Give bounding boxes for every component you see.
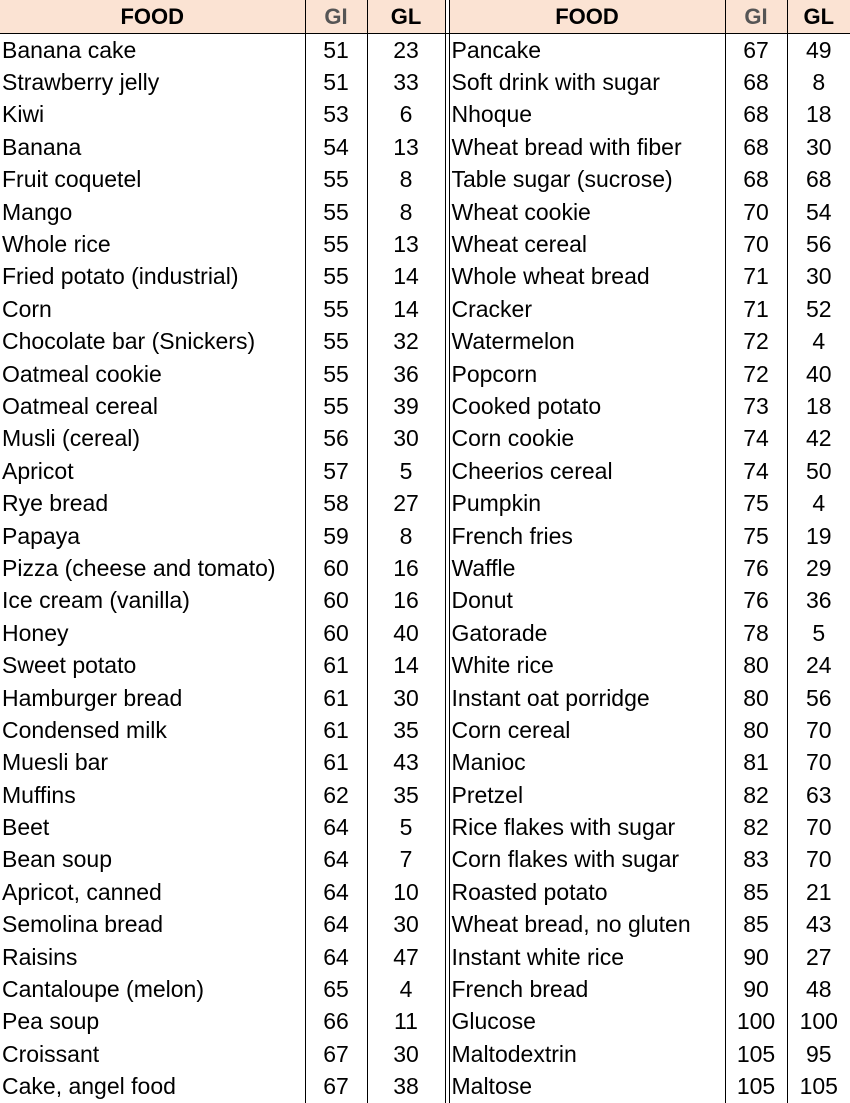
table-row (0, 779, 850, 811)
gl-cell-left: 8 (367, 196, 445, 228)
gi-cell-left: 64 (305, 811, 367, 843)
gi-cell-left: 64 (305, 876, 367, 908)
food-cell-right: Pancake (451, 36, 542, 63)
gl-cell-left: 38 (367, 1071, 445, 1103)
gi-cell-right: 76 (725, 552, 787, 584)
food-cell-left: Muffins (2, 781, 76, 808)
gi-cell-right: 67 (725, 34, 787, 67)
food-cell-left: Mango (2, 198, 73, 225)
table-row (0, 228, 850, 260)
gi-cell-right: 71 (725, 261, 787, 293)
food-cell-left: Apricot, canned (2, 878, 162, 905)
gi-cell-left: 64 (305, 844, 367, 876)
food-cell-left: Croissant (2, 1040, 100, 1067)
table-row (0, 1071, 850, 1103)
table-row (0, 487, 850, 519)
gi-cell-right: 70 (725, 228, 787, 260)
gl-cell-right: 18 (787, 390, 850, 422)
gl-cell-right: 70 (787, 811, 850, 843)
food-cell-left: Fried potato (industrial) (2, 263, 239, 290)
food-cell-left: Musli (cereal) (2, 425, 141, 452)
food-cell-right: Cheerios cereal (451, 457, 613, 484)
gl-cell-right: 70 (787, 844, 850, 876)
gi-cell-right: 71 (725, 293, 787, 325)
food-cell-right: Waffle (451, 554, 516, 581)
gi-cell-left: 65 (305, 973, 367, 1005)
food-cell-left: Fruit coquetel (2, 166, 142, 193)
gl-cell-left: 8 (367, 520, 445, 552)
gi-cell-right: 81 (725, 747, 787, 779)
food-cell-left: Cake, angel food (2, 1073, 176, 1100)
food-cell-right: Roasted potato (451, 878, 608, 905)
gl-cell-left: 40 (367, 617, 445, 649)
food-cell-left: Pea soup (2, 1008, 100, 1035)
food-cell-left: Strawberry jelly (2, 69, 160, 96)
gi-cell-left: 55 (305, 390, 367, 422)
food-cell-left: Muesli bar (2, 749, 109, 776)
gi-cell-right: 75 (725, 520, 787, 552)
food-cell-right: Donut (451, 587, 513, 614)
table-row (0, 520, 850, 552)
gi-cell-right: 74 (725, 423, 787, 455)
gi-cell-right: 80 (725, 714, 787, 746)
table-row (0, 358, 850, 390)
gl-cell-left: 8 (367, 164, 445, 196)
food-cell-left: Sweet potato (2, 652, 137, 679)
gl-cell-left: 14 (367, 261, 445, 293)
gl-cell-left: 36 (367, 358, 445, 390)
food-cell-right: Wheat cereal (451, 231, 588, 258)
food-cell-right: Corn flakes with sugar (451, 846, 680, 873)
food-cell-left: Whole rice (2, 231, 111, 258)
gi-cell-right: 80 (725, 682, 787, 714)
table-row (0, 390, 850, 422)
gi-cell-right: 100 (725, 1006, 787, 1038)
gl-cell-right: 95 (787, 1038, 850, 1070)
gl-cell-right: 30 (787, 261, 850, 293)
header-food-left: FOOD (0, 0, 305, 34)
gi-cell-right: 68 (725, 66, 787, 98)
gi-cell-left: 55 (305, 164, 367, 196)
table-row (0, 941, 850, 973)
header-gl-right: GL (787, 0, 850, 34)
gl-cell-left: 35 (367, 779, 445, 811)
gi-cell-right: 78 (725, 617, 787, 649)
table-row (0, 811, 850, 843)
gl-cell-left: 30 (367, 909, 445, 941)
header-gi-left: GI (305, 0, 367, 34)
table-row (0, 196, 850, 228)
table-row (0, 99, 850, 131)
gl-cell-right: 18 (787, 99, 850, 131)
table-row (0, 973, 850, 1005)
gi-cell-left: 62 (305, 779, 367, 811)
food-cell-left: Cantaloupe (melon) (2, 976, 205, 1003)
food-cell-right: Corn cookie (451, 425, 575, 452)
gi-cell-right: 83 (725, 844, 787, 876)
gl-cell-right: 5 (787, 617, 850, 649)
table-row (0, 66, 850, 98)
food-cell-right: Wheat cookie (451, 198, 591, 225)
gi-cell-right: 85 (725, 876, 787, 908)
gl-cell-left: 13 (367, 228, 445, 260)
food-cell-right: Pretzel (451, 781, 524, 808)
table-row (0, 844, 850, 876)
gl-cell-left: 39 (367, 390, 445, 422)
gl-cell-right: 36 (787, 585, 850, 617)
gl-cell-left: 16 (367, 585, 445, 617)
gl-cell-right: 48 (787, 973, 850, 1005)
table-row (0, 714, 850, 746)
table-row (0, 1006, 850, 1038)
gl-cell-right: 56 (787, 682, 850, 714)
gi-cell-right: 75 (725, 487, 787, 519)
food-cell-right: Table sugar (sucrose) (451, 166, 673, 193)
food-cell-right: Whole wheat bread (451, 263, 650, 290)
gl-cell-left: 10 (367, 876, 445, 908)
gi-cell-left: 55 (305, 358, 367, 390)
food-cell-right: Pumpkin (451, 490, 541, 517)
gi-cell-right: 70 (725, 196, 787, 228)
food-cell-right: Nhoque (451, 101, 533, 128)
gi-cell-left: 51 (305, 66, 367, 98)
gi-cell-right: 105 (725, 1071, 787, 1103)
gl-cell-right: 70 (787, 714, 850, 746)
table-row (0, 261, 850, 293)
gi-cell-left: 61 (305, 682, 367, 714)
gi-cell-right: 82 (725, 811, 787, 843)
table-row (0, 293, 850, 325)
food-cell-left: Kiwi (2, 101, 45, 128)
gl-cell-right: 19 (787, 520, 850, 552)
gl-cell-right: 54 (787, 196, 850, 228)
food-cell-right: Instant white rice (451, 943, 625, 970)
gl-cell-right: 105 (787, 1071, 850, 1103)
food-cell-right: Glucose (451, 1008, 536, 1035)
food-cell-left: Oatmeal cookie (2, 360, 162, 387)
gl-cell-left: 32 (367, 326, 445, 358)
gi-cell-right: 80 (725, 649, 787, 681)
gl-cell-left: 47 (367, 941, 445, 973)
table-row (0, 682, 850, 714)
food-cell-right: Instant oat porridge (451, 684, 650, 711)
gl-cell-left: 14 (367, 649, 445, 681)
gl-cell-left: 4 (367, 973, 445, 1005)
gi-cell-right: 72 (725, 358, 787, 390)
food-cell-left: Semolina bread (2, 911, 164, 938)
food-cell-right: Corn cereal (451, 716, 571, 743)
gi-cell-left: 61 (305, 714, 367, 746)
gi-cell-right: 82 (725, 779, 787, 811)
food-cell-right: Maltose (451, 1073, 533, 1100)
gi-cell-right: 90 (725, 941, 787, 973)
gi-cell-right: 74 (725, 455, 787, 487)
food-cell-left: Condensed milk (2, 716, 167, 743)
table-row (0, 617, 850, 649)
table-row (0, 1038, 850, 1070)
gl-cell-left: 30 (367, 682, 445, 714)
gi-cell-left: 64 (305, 941, 367, 973)
gl-cell-right: 40 (787, 358, 850, 390)
gi-cell-left: 54 (305, 131, 367, 163)
food-cell-right: Watermelon (451, 328, 575, 355)
food-cell-right: Popcorn (451, 360, 538, 387)
gl-cell-left: 11 (367, 1006, 445, 1038)
header-gi-right: GI (725, 0, 787, 34)
gl-cell-left: 33 (367, 66, 445, 98)
food-cell-left: Honey (2, 619, 69, 646)
food-cell-right: Maltodextrin (451, 1040, 577, 1067)
gi-cell-right: 68 (725, 99, 787, 131)
food-cell-right: White rice (451, 652, 554, 679)
gl-cell-left: 5 (367, 455, 445, 487)
gl-cell-right: 56 (787, 228, 850, 260)
gl-cell-right: 63 (787, 779, 850, 811)
food-cell-right: Cooked potato (451, 392, 602, 419)
table-row (0, 649, 850, 681)
gl-cell-left: 14 (367, 293, 445, 325)
food-cell-left: Raisins (2, 943, 78, 970)
gi-cell-left: 61 (305, 649, 367, 681)
gl-cell-right: 24 (787, 649, 850, 681)
food-cell-left: Rye bread (2, 490, 109, 517)
gl-cell-left: 13 (367, 131, 445, 163)
gl-cell-left: 27 (367, 487, 445, 519)
food-cell-left: Banana (2, 133, 82, 160)
table-row (0, 552, 850, 584)
gl-cell-right: 4 (787, 487, 850, 519)
food-cell-left: Ice cream (vanilla) (2, 587, 190, 614)
table-row (0, 326, 850, 358)
gi-cell-right: 72 (725, 326, 787, 358)
food-cell-left: Chocolate bar (Snickers) (2, 328, 256, 355)
gl-cell-right: 100 (787, 1006, 850, 1038)
gi-cell-left: 57 (305, 455, 367, 487)
gl-cell-left: 30 (367, 1038, 445, 1070)
gl-cell-right: 4 (787, 326, 850, 358)
table-row (0, 909, 850, 941)
food-cell-right: Soft drink with sugar (451, 69, 660, 96)
gl-cell-left: 23 (367, 34, 445, 67)
gi-cell-right: 85 (725, 909, 787, 941)
gi-cell-left: 55 (305, 293, 367, 325)
food-cell-right: Cracker (451, 295, 533, 322)
food-cell-left: Bean soup (2, 846, 112, 873)
header-row (0, 0, 850, 34)
gl-cell-right: 49 (787, 34, 850, 67)
food-cell-right: French bread (451, 976, 589, 1003)
gl-cell-right: 52 (787, 293, 850, 325)
food-cell-right: Wheat bread with fiber (451, 133, 682, 160)
gl-cell-right: 50 (787, 455, 850, 487)
gi-cell-left: 64 (305, 909, 367, 941)
table-row (0, 164, 850, 196)
gl-cell-left: 35 (367, 714, 445, 746)
gl-cell-right: 43 (787, 909, 850, 941)
table-row (0, 455, 850, 487)
gi-cell-left: 53 (305, 99, 367, 131)
table-row (0, 423, 850, 455)
gi-cell-right: 68 (725, 164, 787, 196)
gl-cell-left: 30 (367, 423, 445, 455)
table-row (0, 747, 850, 779)
gl-cell-left: 16 (367, 552, 445, 584)
food-cell-left: Banana cake (2, 36, 137, 63)
table-body (0, 34, 850, 1103)
food-cell-right: French fries (451, 522, 573, 549)
gl-cell-right: 21 (787, 876, 850, 908)
gi-cell-left: 59 (305, 520, 367, 552)
gi-cell-left: 55 (305, 196, 367, 228)
gl-cell-left: 5 (367, 811, 445, 843)
table-row (0, 34, 850, 67)
food-cell-right: Wheat bread, no gluten (451, 911, 691, 938)
gi-cell-right: 68 (725, 131, 787, 163)
gl-cell-right: 8 (787, 66, 850, 98)
gl-cell-right: 29 (787, 552, 850, 584)
food-cell-left: Pizza (cheese and tomato) (2, 554, 276, 581)
gl-cell-right: 70 (787, 747, 850, 779)
gi-cell-right: 76 (725, 585, 787, 617)
food-cell-left: Hamburger bread (2, 684, 183, 711)
gi-cell-left: 58 (305, 487, 367, 519)
gl-cell-right: 30 (787, 131, 850, 163)
table-row (0, 876, 850, 908)
gl-cell-right: 42 (787, 423, 850, 455)
food-cell-left: Oatmeal cereal (2, 392, 158, 419)
gi-cell-left: 67 (305, 1071, 367, 1103)
gi-cell-left: 51 (305, 34, 367, 67)
gi-cell-left: 61 (305, 747, 367, 779)
gi-cell-right: 73 (725, 390, 787, 422)
gl-cell-left: 43 (367, 747, 445, 779)
gl-cell-left: 7 (367, 844, 445, 876)
food-cell-left: Apricot (2, 457, 74, 484)
gi-cell-left: 55 (305, 228, 367, 260)
gl-cell-left: 6 (367, 99, 445, 131)
gi-cell-left: 55 (305, 261, 367, 293)
header-gl-left: GL (367, 0, 445, 34)
gi-cell-right: 90 (725, 973, 787, 1005)
gl-cell-right: 68 (787, 164, 850, 196)
food-cell-left: Corn (2, 295, 52, 322)
gi-cell-left: 55 (305, 326, 367, 358)
gi-cell-right: 105 (725, 1038, 787, 1070)
gi-cell-left: 66 (305, 1006, 367, 1038)
food-cell-right: Rice flakes with sugar (451, 814, 676, 841)
food-cell-left: Beet (2, 814, 50, 841)
food-cell-right: Gatorade (451, 619, 548, 646)
gi-cell-left: 60 (305, 617, 367, 649)
gi-cell-left: 60 (305, 585, 367, 617)
table-row (0, 585, 850, 617)
gl-cell-right: 27 (787, 941, 850, 973)
food-cell-left: Papaya (2, 522, 81, 549)
table-row (0, 131, 850, 163)
gi-cell-left: 56 (305, 423, 367, 455)
header-food-right: FOOD (449, 0, 725, 34)
gi-cell-left: 60 (305, 552, 367, 584)
food-cell-right: Manioc (451, 749, 526, 776)
gi-cell-left: 67 (305, 1038, 367, 1070)
